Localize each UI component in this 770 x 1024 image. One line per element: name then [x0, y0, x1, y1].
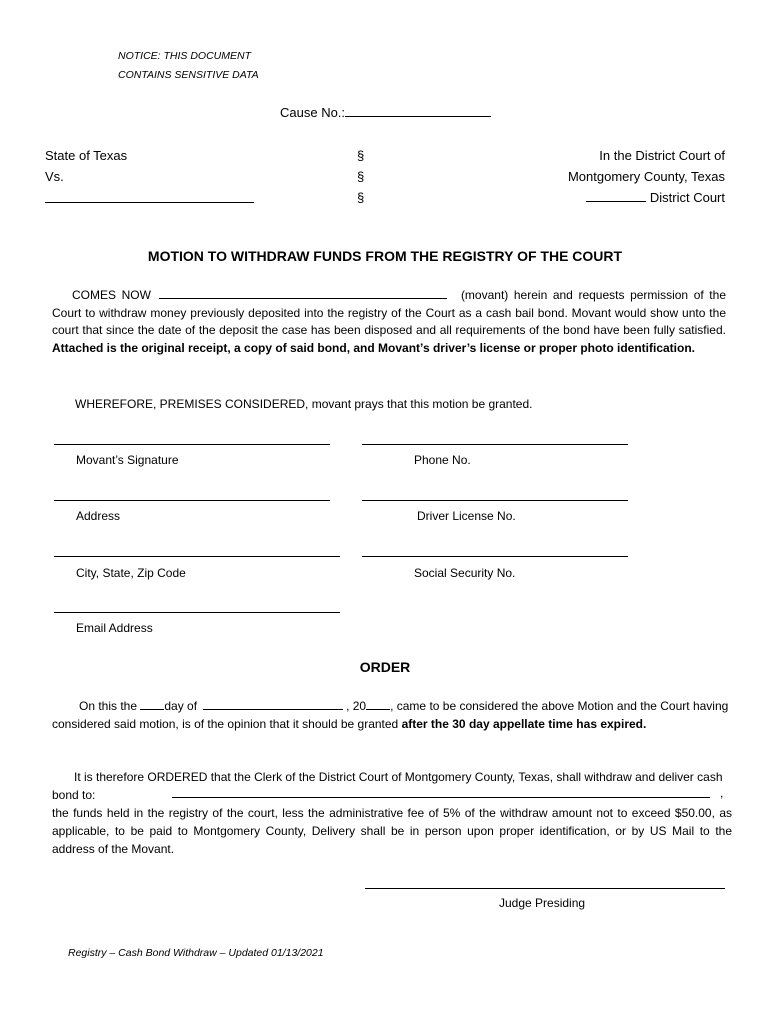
deliver-to-comma: ,	[720, 786, 724, 800]
court-line-1: In the District Court of	[599, 148, 725, 163]
judge-signature-line[interactable]	[365, 888, 725, 889]
section-mark-3: §	[357, 190, 365, 205]
appellate-notice: after the 30 day appellate time has expired.	[401, 717, 647, 731]
motion-paragraph	[52, 287, 726, 357]
document-title: MOTION TO WITHDRAW FUNDS FROM THE REGISTRY OF THE COURT	[147, 248, 623, 264]
email-line[interactable]	[54, 612, 340, 613]
email-label: Email Address	[76, 621, 153, 635]
driver-license-line[interactable]	[362, 500, 628, 501]
comes-now-label: COMES NOW	[72, 288, 151, 302]
sensitive-data-notice	[118, 47, 259, 85]
address-line[interactable]	[54, 500, 330, 501]
phone-line[interactable]	[362, 444, 628, 445]
movant-name-blank[interactable]	[159, 287, 447, 299]
cause-number-label: Cause No.:	[280, 105, 346, 120]
document-footer: Registry – Cash Bond Withdraw – Updated 01/13/2021	[68, 947, 324, 959]
notice-line-1: NOTICE: THIS DOCUMENT	[118, 50, 251, 62]
address-label: Address	[76, 509, 121, 523]
movant-signature-line[interactable]	[54, 444, 330, 445]
day-of-label: day of	[164, 699, 198, 713]
cause-number-field[interactable]	[280, 104, 491, 120]
notice-line-2: CONTAINS SENSITIVE DATA	[118, 69, 259, 81]
caption-parties	[45, 145, 127, 187]
year-prefix: , 20	[346, 699, 367, 713]
district-number-blank[interactable]	[586, 189, 646, 202]
city-state-zip-label: City, State, Zip Code	[76, 566, 186, 580]
caption-state: State of Texas	[45, 148, 128, 163]
wherefore-clause: WHEREFORE, PREMISES CONSIDERED, movant prays that this motion be granted.	[75, 397, 533, 411]
ordered-text: It is therefore ORDERED that the Clerk of the District Court of Montgomery County, Texas, shall withdraw and deliver cash bond to:	[52, 770, 723, 802]
movant-signature-label: Movant’s Signature	[76, 453, 179, 467]
court-line-3	[568, 187, 725, 208]
motion-body-text: (movant) herein and requests permission of the Court to withdraw money previously deposited into the registry of the Court as a cash bail bond. Movant would show unto the court that since the date of the deposit the case has been disposed and all requirements of the bond have been fully satisfied.	[52, 288, 726, 338]
phone-label: Phone No.	[414, 453, 471, 467]
order-date-paragraph	[52, 697, 732, 733]
ssn-line[interactable]	[362, 556, 628, 557]
caption-section-marks	[357, 145, 364, 208]
day-blank[interactable]	[140, 698, 164, 710]
year-blank[interactable]	[366, 698, 390, 710]
judge-presiding-label: Judge Presiding	[499, 896, 586, 910]
ssn-label: Social Security No.	[414, 566, 516, 580]
order-heading: ORDER	[359, 659, 411, 675]
on-this-the-label: On this the	[79, 699, 138, 713]
order-withdraw-paragraph	[52, 768, 732, 804]
driver-license-label: Driver License No.	[417, 509, 516, 523]
deliver-to-blank[interactable]	[172, 797, 710, 798]
month-blank[interactable]	[203, 698, 343, 710]
section-mark-1: §	[357, 148, 365, 163]
caption-court	[568, 145, 725, 208]
attached-notice: Attached is the original receipt, a copy of said bond, and Movant’s driver’s license or proper photo identification.	[52, 340, 695, 355]
city-state-zip-line[interactable]	[54, 556, 340, 557]
funds-paragraph: the funds held in the registry of the court, less the administrative fee of 5% of the withdraw amount not to exceed $50.00, as applicable, to be paid to Montgomery County, Delivery shall be in person upon proper identification, or by US Mail to the address of the Movant.	[52, 806, 732, 856]
district-court-label: District Court	[649, 190, 725, 205]
defendant-name-blank[interactable]	[45, 202, 254, 203]
section-mark-2: §	[357, 169, 365, 184]
came-to-be-text: , came to be considered the above Motion and the Court having considered said motion, is of the opinion that it should be granted	[52, 699, 729, 731]
cause-number-blank[interactable]	[345, 104, 491, 117]
court-line-2: Montgomery County, Texas	[567, 169, 725, 184]
caption-versus: Vs.	[45, 169, 64, 184]
